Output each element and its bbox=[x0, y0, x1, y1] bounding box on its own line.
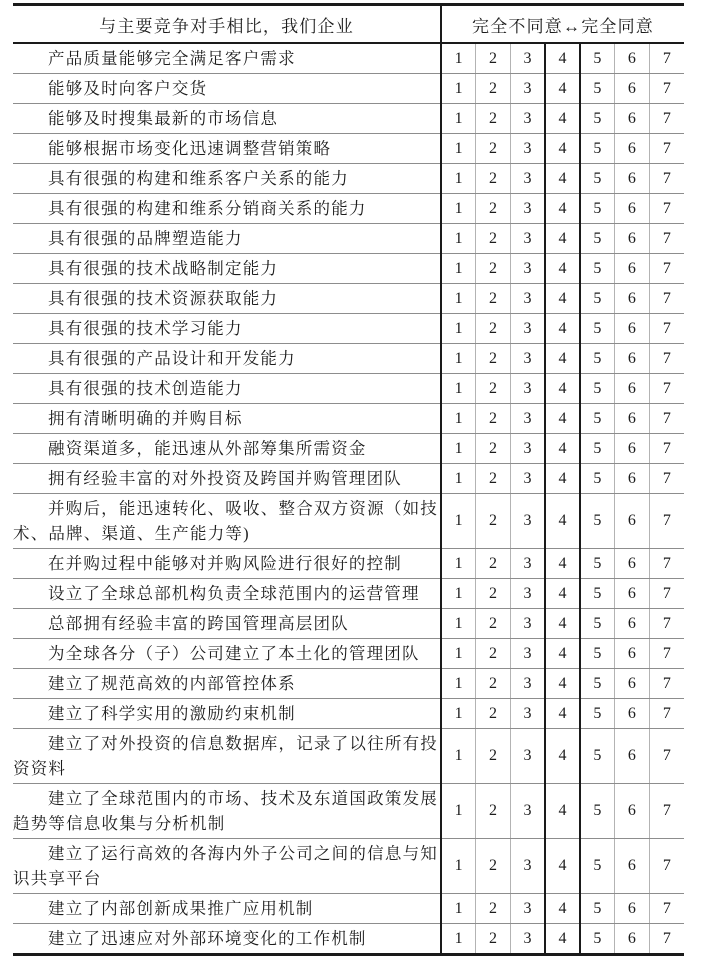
rating-cell-2: 2 bbox=[476, 579, 511, 609]
rating-cell-4: 4 bbox=[545, 134, 580, 164]
question-cell bbox=[13, 609, 441, 639]
rating-cell-7: 7 bbox=[649, 494, 684, 549]
rating-cell-1: 1 bbox=[441, 464, 476, 494]
rating-cell-5: 5 bbox=[580, 43, 615, 74]
rating-cell-5: 5 bbox=[580, 344, 615, 374]
rating-cell-6: 6 bbox=[615, 609, 650, 639]
rating-cell-7: 7 bbox=[649, 314, 684, 344]
rating-cell-7: 7 bbox=[649, 729, 684, 784]
question-text: 具有很强的构建和维系客户关系的能力 bbox=[48, 169, 349, 188]
table-row bbox=[13, 254, 684, 284]
rating-cell-2: 2 bbox=[476, 43, 511, 74]
rating-cell-7: 7 bbox=[649, 224, 684, 254]
table-row bbox=[13, 464, 684, 494]
rating-cell-3: 3 bbox=[510, 549, 545, 579]
rating-cell-4: 4 bbox=[545, 729, 580, 784]
rating-cell-6: 6 bbox=[615, 404, 650, 434]
rating-cell-5: 5 bbox=[580, 494, 615, 549]
question-text: 具有很强的技术创造能力 bbox=[48, 379, 243, 398]
rating-cell-1: 1 bbox=[441, 494, 476, 549]
survey-rows bbox=[13, 43, 684, 955]
rating-cell-7: 7 bbox=[649, 374, 684, 404]
rating-cell-2: 2 bbox=[476, 699, 511, 729]
question-text: 具有很强的构建和维系分销商关系的能力 bbox=[48, 199, 367, 218]
rating-cell-3: 3 bbox=[510, 254, 545, 284]
rating-cell-4: 4 bbox=[545, 284, 580, 314]
question-cell bbox=[13, 104, 441, 134]
rating-cell-2: 2 bbox=[476, 924, 511, 955]
rating-cell-3: 3 bbox=[510, 224, 545, 254]
rating-cell-7: 7 bbox=[649, 609, 684, 639]
rating-cell-4: 4 bbox=[545, 494, 580, 549]
rating-cell-1: 1 bbox=[441, 43, 476, 74]
rating-cell-5: 5 bbox=[580, 669, 615, 699]
table-row bbox=[13, 404, 684, 434]
table-row bbox=[13, 194, 684, 224]
rating-cell-2: 2 bbox=[476, 494, 511, 549]
question-text: 设立了全球总部机构负责全球范围内的运营管理 bbox=[48, 584, 420, 603]
rating-cell-3: 3 bbox=[510, 104, 545, 134]
rating-cell-6: 6 bbox=[615, 43, 650, 74]
question-text: 能够及时搜集最新的市场信息 bbox=[48, 109, 279, 128]
table-row bbox=[13, 839, 684, 894]
rating-cell-2: 2 bbox=[476, 434, 511, 464]
rating-cell-3: 3 bbox=[510, 43, 545, 74]
table-row bbox=[13, 134, 684, 164]
question-text: 建立了迅速应对外部环境变化的工作机制 bbox=[48, 929, 367, 948]
rating-cell-1: 1 bbox=[441, 729, 476, 784]
rating-cell-7: 7 bbox=[649, 74, 684, 104]
rating-cell-5: 5 bbox=[580, 894, 615, 924]
rating-cell-7: 7 bbox=[649, 839, 684, 894]
table-row bbox=[13, 224, 684, 254]
rating-cell-6: 6 bbox=[615, 434, 650, 464]
rating-cell-3: 3 bbox=[510, 464, 545, 494]
question-cell bbox=[13, 639, 441, 669]
question-cell bbox=[13, 839, 441, 894]
rating-cell-1: 1 bbox=[441, 344, 476, 374]
rating-cell-7: 7 bbox=[649, 404, 684, 434]
question-text: 拥有经验丰富的对外投资及跨国并购管理团队 bbox=[48, 469, 402, 488]
rating-cell-2: 2 bbox=[476, 894, 511, 924]
rating-cell-2: 2 bbox=[476, 729, 511, 784]
table-row bbox=[13, 164, 684, 194]
question-text: 融资渠道多，能迅速从外部筹集所需资金 bbox=[48, 439, 367, 458]
rating-cell-1: 1 bbox=[441, 639, 476, 669]
rating-cell-1: 1 bbox=[441, 74, 476, 104]
rating-cell-4: 4 bbox=[545, 924, 580, 955]
rating-cell-5: 5 bbox=[580, 784, 615, 839]
table-row bbox=[13, 43, 684, 74]
rating-cell-4: 4 bbox=[545, 164, 580, 194]
rating-cell-1: 1 bbox=[441, 284, 476, 314]
rating-cell-1: 1 bbox=[441, 699, 476, 729]
rating-cell-1: 1 bbox=[441, 784, 476, 839]
rating-cell-5: 5 bbox=[580, 639, 615, 669]
rating-cell-7: 7 bbox=[649, 784, 684, 839]
question-cell bbox=[13, 43, 441, 74]
rating-cell-2: 2 bbox=[476, 549, 511, 579]
rating-cell-3: 3 bbox=[510, 494, 545, 549]
rating-cell-3: 3 bbox=[510, 164, 545, 194]
question-text: 建立了内部创新成果推广应用机制 bbox=[48, 899, 314, 918]
rating-cell-1: 1 bbox=[441, 134, 476, 164]
rating-cell-5: 5 bbox=[580, 434, 615, 464]
rating-cell-5: 5 bbox=[580, 699, 615, 729]
rating-cell-5: 5 bbox=[580, 924, 615, 955]
rating-cell-3: 3 bbox=[510, 784, 545, 839]
question-text: 能够根据市场变化迅速调整营销策略 bbox=[48, 139, 332, 158]
rating-cell-4: 4 bbox=[545, 669, 580, 699]
question-text: 为全球各分（子）公司建立了本土化的管理团队 bbox=[48, 644, 420, 663]
rating-cell-4: 4 bbox=[545, 344, 580, 374]
rating-cell-6: 6 bbox=[615, 729, 650, 784]
question-text: 具有很强的品牌塑造能力 bbox=[48, 229, 243, 248]
question-text: 建立了规范高效的内部管控体系 bbox=[48, 674, 296, 693]
rating-cell-3: 3 bbox=[510, 344, 545, 374]
question-cell bbox=[13, 374, 441, 404]
rating-cell-3: 3 bbox=[510, 434, 545, 464]
table-row bbox=[13, 74, 684, 104]
rating-cell-3: 3 bbox=[510, 669, 545, 699]
rating-cell-1: 1 bbox=[441, 254, 476, 284]
question-text: 在并购过程中能够对并购风险进行很好的控制 bbox=[48, 554, 402, 573]
table-row bbox=[13, 314, 684, 344]
rating-cell-6: 6 bbox=[615, 374, 650, 404]
rating-cell-1: 1 bbox=[441, 549, 476, 579]
rating-cell-1: 1 bbox=[441, 164, 476, 194]
rating-cell-2: 2 bbox=[476, 639, 511, 669]
rating-cell-7: 7 bbox=[649, 134, 684, 164]
question-cell bbox=[13, 314, 441, 344]
table-row bbox=[13, 894, 684, 924]
rating-cell-7: 7 bbox=[649, 254, 684, 284]
question-cell bbox=[13, 784, 441, 839]
rating-cell-4: 4 bbox=[545, 699, 580, 729]
rating-cell-3: 3 bbox=[510, 579, 545, 609]
rating-cell-3: 3 bbox=[510, 729, 545, 784]
rating-cell-6: 6 bbox=[615, 134, 650, 164]
rating-cell-4: 4 bbox=[545, 254, 580, 284]
rating-cell-6: 6 bbox=[615, 104, 650, 134]
rating-cell-4: 4 bbox=[545, 784, 580, 839]
table-row bbox=[13, 579, 684, 609]
rating-cell-2: 2 bbox=[476, 164, 511, 194]
rating-cell-6: 6 bbox=[615, 74, 650, 104]
rating-cell-4: 4 bbox=[545, 434, 580, 464]
rating-cell-2: 2 bbox=[476, 314, 511, 344]
question-text: 总部拥有经验丰富的跨国管理高层团队 bbox=[48, 614, 349, 633]
question-cell bbox=[13, 894, 441, 924]
rating-cell-3: 3 bbox=[510, 194, 545, 224]
rating-cell-1: 1 bbox=[441, 924, 476, 955]
rating-cell-2: 2 bbox=[476, 784, 511, 839]
rating-cell-3: 3 bbox=[510, 839, 545, 894]
rating-cell-3: 3 bbox=[510, 894, 545, 924]
rating-cell-3: 3 bbox=[510, 74, 545, 104]
table-row bbox=[13, 784, 684, 839]
rating-cell-2: 2 bbox=[476, 374, 511, 404]
question-text: 建立了全球范围内的市场、技术及东道国政策发展趋势等信息收集与分析机制 bbox=[13, 789, 438, 833]
rating-cell-2: 2 bbox=[476, 839, 511, 894]
rating-cell-4: 4 bbox=[545, 194, 580, 224]
header-scale-label: 完全不同意↔完全同意 bbox=[441, 5, 684, 44]
rating-cell-2: 2 bbox=[476, 104, 511, 134]
question-cell bbox=[13, 924, 441, 955]
rating-cell-2: 2 bbox=[476, 224, 511, 254]
rating-cell-1: 1 bbox=[441, 104, 476, 134]
question-cell bbox=[13, 194, 441, 224]
question-cell bbox=[13, 579, 441, 609]
rating-cell-5: 5 bbox=[580, 464, 615, 494]
rating-cell-2: 2 bbox=[476, 609, 511, 639]
rating-cell-7: 7 bbox=[649, 639, 684, 669]
rating-cell-5: 5 bbox=[580, 549, 615, 579]
rating-cell-6: 6 bbox=[615, 164, 650, 194]
header-question-label: 与主要竞争对手相比，我们企业 bbox=[13, 5, 441, 44]
table-row bbox=[13, 104, 684, 134]
question-text: 具有很强的产品设计和开发能力 bbox=[48, 349, 296, 368]
question-text: 并购后，能迅速转化、吸收、整合双方资源（如技术、品牌、渠道、生产能力等) bbox=[13, 499, 438, 543]
rating-cell-5: 5 bbox=[580, 839, 615, 894]
rating-cell-6: 6 bbox=[615, 284, 650, 314]
rating-cell-6: 6 bbox=[615, 924, 650, 955]
table-row bbox=[13, 549, 684, 579]
rating-cell-5: 5 bbox=[580, 729, 615, 784]
rating-cell-5: 5 bbox=[580, 579, 615, 609]
rating-cell-3: 3 bbox=[510, 924, 545, 955]
question-cell bbox=[13, 729, 441, 784]
rating-cell-7: 7 bbox=[649, 284, 684, 314]
rating-cell-1: 1 bbox=[441, 669, 476, 699]
rating-cell-2: 2 bbox=[476, 134, 511, 164]
rating-cell-7: 7 bbox=[649, 104, 684, 134]
rating-cell-4: 4 bbox=[545, 314, 580, 344]
rating-cell-3: 3 bbox=[510, 134, 545, 164]
rating-cell-7: 7 bbox=[649, 194, 684, 224]
rating-cell-3: 3 bbox=[510, 374, 545, 404]
table-row bbox=[13, 924, 684, 955]
rating-cell-6: 6 bbox=[615, 464, 650, 494]
rating-cell-2: 2 bbox=[476, 74, 511, 104]
rating-cell-2: 2 bbox=[476, 254, 511, 284]
question-cell bbox=[13, 224, 441, 254]
rating-cell-6: 6 bbox=[615, 549, 650, 579]
rating-cell-2: 2 bbox=[476, 404, 511, 434]
rating-cell-3: 3 bbox=[510, 284, 545, 314]
question-cell bbox=[13, 74, 441, 104]
table-row bbox=[13, 344, 684, 374]
rating-cell-5: 5 bbox=[580, 314, 615, 344]
question-text: 建立了对外投资的信息数据库，记录了以往所有投资资料 bbox=[13, 734, 438, 778]
rating-cell-1: 1 bbox=[441, 194, 476, 224]
table-row bbox=[13, 669, 684, 699]
rating-cell-5: 5 bbox=[580, 609, 615, 639]
question-cell bbox=[13, 254, 441, 284]
table-row bbox=[13, 639, 684, 669]
question-cell bbox=[13, 699, 441, 729]
question-text: 建立了科学实用的激励约束机制 bbox=[48, 704, 296, 723]
rating-cell-6: 6 bbox=[615, 254, 650, 284]
rating-cell-3: 3 bbox=[510, 639, 545, 669]
rating-cell-3: 3 bbox=[510, 699, 545, 729]
rating-cell-7: 7 bbox=[649, 579, 684, 609]
rating-cell-4: 4 bbox=[545, 404, 580, 434]
question-cell bbox=[13, 404, 441, 434]
rating-cell-7: 7 bbox=[649, 549, 684, 579]
rating-cell-5: 5 bbox=[580, 404, 615, 434]
rating-cell-6: 6 bbox=[615, 344, 650, 374]
rating-cell-6: 6 bbox=[615, 639, 650, 669]
table-row bbox=[13, 494, 684, 549]
rating-cell-7: 7 bbox=[649, 894, 684, 924]
rating-cell-6: 6 bbox=[615, 784, 650, 839]
rating-cell-6: 6 bbox=[615, 194, 650, 224]
question-cell bbox=[13, 464, 441, 494]
rating-cell-4: 4 bbox=[545, 224, 580, 254]
question-cell bbox=[13, 549, 441, 579]
rating-cell-2: 2 bbox=[476, 284, 511, 314]
rating-cell-4: 4 bbox=[545, 104, 580, 134]
rating-cell-5: 5 bbox=[580, 224, 615, 254]
question-text: 产品质量能够完全满足客户需求 bbox=[48, 49, 296, 68]
question-cell bbox=[13, 134, 441, 164]
survey-table bbox=[13, 3, 684, 956]
rating-cell-6: 6 bbox=[615, 699, 650, 729]
rating-cell-6: 6 bbox=[615, 494, 650, 549]
rating-cell-1: 1 bbox=[441, 579, 476, 609]
rating-cell-1: 1 bbox=[441, 314, 476, 344]
rating-cell-7: 7 bbox=[649, 669, 684, 699]
rating-cell-7: 7 bbox=[649, 699, 684, 729]
table-row bbox=[13, 434, 684, 464]
rating-cell-5: 5 bbox=[580, 374, 615, 404]
rating-cell-6: 6 bbox=[615, 314, 650, 344]
rating-cell-5: 5 bbox=[580, 134, 615, 164]
rating-cell-4: 4 bbox=[545, 74, 580, 104]
rating-cell-1: 1 bbox=[441, 404, 476, 434]
rating-cell-4: 4 bbox=[545, 549, 580, 579]
question-cell bbox=[13, 344, 441, 374]
rating-cell-5: 5 bbox=[580, 164, 615, 194]
question-text: 具有很强的技术资源获取能力 bbox=[48, 289, 279, 308]
rating-cell-2: 2 bbox=[476, 344, 511, 374]
rating-cell-3: 3 bbox=[510, 314, 545, 344]
rating-cell-1: 1 bbox=[441, 609, 476, 639]
question-text: 具有很强的技术战略制定能力 bbox=[48, 259, 279, 278]
rating-cell-1: 1 bbox=[441, 374, 476, 404]
rating-cell-3: 3 bbox=[510, 609, 545, 639]
table-row bbox=[13, 609, 684, 639]
rating-cell-4: 4 bbox=[545, 43, 580, 74]
table-row bbox=[13, 699, 684, 729]
rating-cell-7: 7 bbox=[649, 164, 684, 194]
table-row bbox=[13, 284, 684, 314]
question-cell bbox=[13, 284, 441, 314]
rating-cell-2: 2 bbox=[476, 464, 511, 494]
rating-cell-4: 4 bbox=[545, 609, 580, 639]
rating-cell-4: 4 bbox=[545, 894, 580, 924]
question-cell bbox=[13, 669, 441, 699]
rating-cell-5: 5 bbox=[580, 194, 615, 224]
rating-cell-7: 7 bbox=[649, 464, 684, 494]
rating-cell-5: 5 bbox=[580, 104, 615, 134]
rating-cell-2: 2 bbox=[476, 194, 511, 224]
table-row bbox=[13, 374, 684, 404]
question-text: 建立了运行高效的各海内外子公司之间的信息与知识共享平台 bbox=[13, 844, 438, 888]
rating-cell-6: 6 bbox=[615, 894, 650, 924]
rating-cell-6: 6 bbox=[615, 669, 650, 699]
rating-cell-1: 1 bbox=[441, 839, 476, 894]
rating-cell-4: 4 bbox=[545, 839, 580, 894]
table-row bbox=[13, 729, 684, 784]
rating-cell-1: 1 bbox=[441, 894, 476, 924]
rating-cell-1: 1 bbox=[441, 224, 476, 254]
rating-cell-2: 2 bbox=[476, 669, 511, 699]
rating-cell-5: 5 bbox=[580, 284, 615, 314]
rating-cell-1: 1 bbox=[441, 434, 476, 464]
rating-cell-6: 6 bbox=[615, 579, 650, 609]
question-text: 拥有清晰明确的并购目标 bbox=[48, 409, 243, 428]
question-cell bbox=[13, 434, 441, 464]
question-cell bbox=[13, 164, 441, 194]
rating-cell-5: 5 bbox=[580, 254, 615, 284]
rating-cell-7: 7 bbox=[649, 344, 684, 374]
rating-cell-4: 4 bbox=[545, 374, 580, 404]
header-row bbox=[13, 5, 684, 44]
rating-cell-4: 4 bbox=[545, 579, 580, 609]
rating-cell-5: 5 bbox=[580, 74, 615, 104]
rating-cell-4: 4 bbox=[545, 639, 580, 669]
rating-cell-6: 6 bbox=[615, 224, 650, 254]
rating-cell-7: 7 bbox=[649, 434, 684, 464]
rating-cell-6: 6 bbox=[615, 839, 650, 894]
question-cell bbox=[13, 494, 441, 549]
question-text: 能够及时向客户交货 bbox=[48, 79, 208, 98]
rating-cell-7: 7 bbox=[649, 43, 684, 74]
question-text: 具有很强的技术学习能力 bbox=[48, 319, 243, 338]
rating-cell-7: 7 bbox=[649, 924, 684, 955]
rating-cell-4: 4 bbox=[545, 464, 580, 494]
rating-cell-3: 3 bbox=[510, 404, 545, 434]
